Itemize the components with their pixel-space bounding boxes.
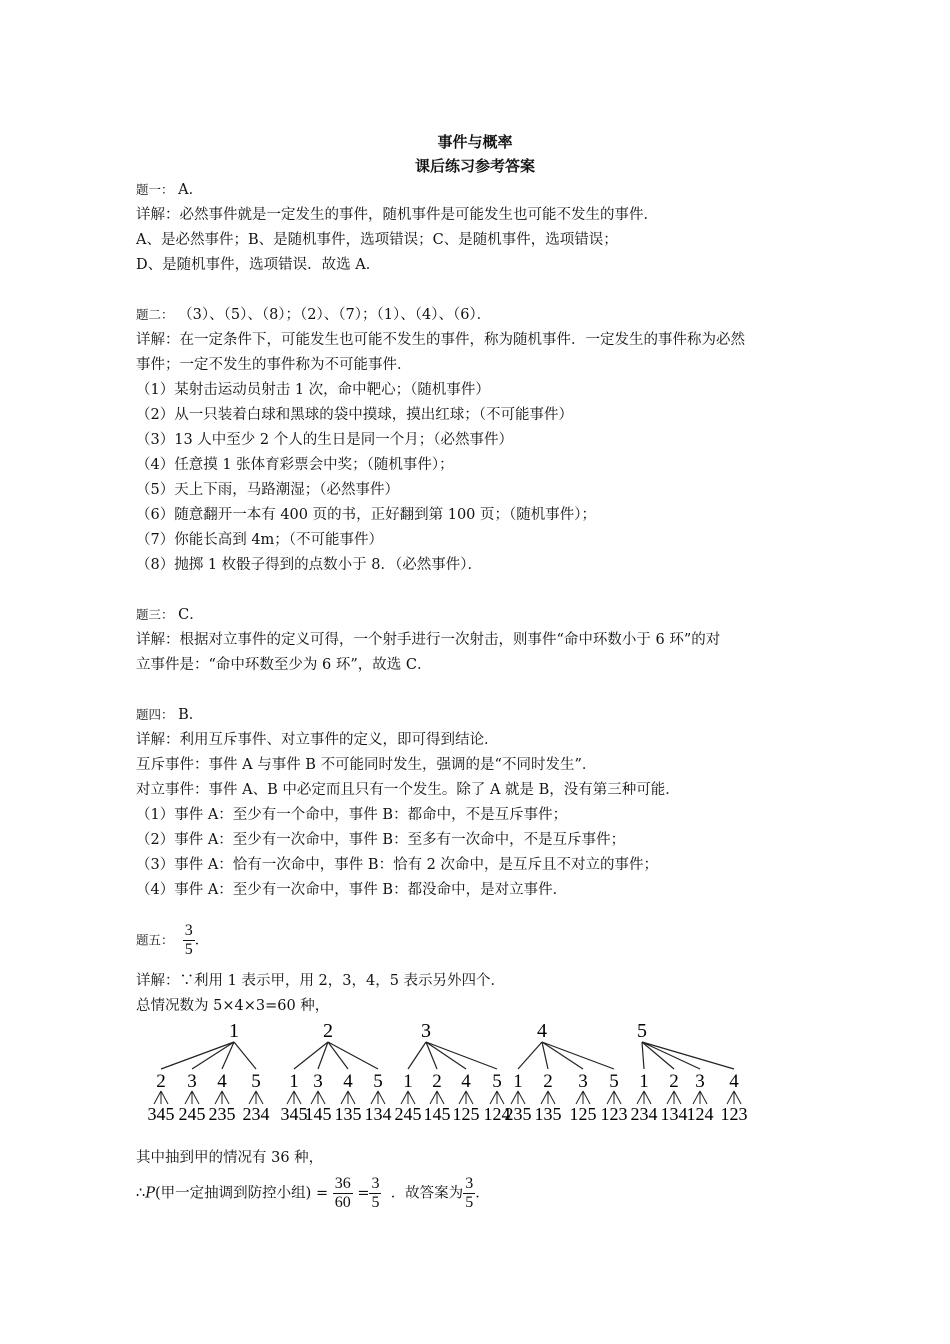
tree-root-node: 2 [323,1020,333,1042]
q2-line: （5）天上下雨，马路潮湿；（必然事件） [136,482,399,498]
tree-leaf-branch [215,1091,222,1104]
q4-line: 详解：利用互斥事件、对立事件的定义，即可得到结论． [136,732,499,748]
q1-label: 题一： [136,182,174,197]
final-tail: ． [475,1185,490,1202]
q4-line: 对立事件：事件 A、B 中必定而且只有一个发生。除了 A 就是 B，没有第三种可能． [136,782,680,798]
tree-child-node: 3 [695,1071,705,1092]
tree-child-node: 2 [543,1071,553,1092]
q1-line: D、是随机事件，选项错误．故选 A． [136,257,381,273]
q4-line: （3）事件 A：恰有一次命中，事件 B：恰有 2 次命中，是互斥且不对立的事件； [136,857,659,873]
q2-line: （3）13 人中至少 2 个人的生日是同一个月；（必然事件） [136,432,513,448]
probability-symbol: P [145,1185,155,1202]
tree-child-node: 4 [217,1071,227,1092]
tree-leaf-branch [192,1091,199,1104]
q4-line: （2）事件 A：至少有一次命中，事件 B：至多有一次命中，不是互斥事件； [136,832,626,848]
q2-line: （1）某射击运动员射击 1 次，命中靶心；（随机事件） [136,382,490,398]
tree-leaf-branch [185,1091,192,1104]
tree-leaf-nodes: 145 [423,1104,451,1124]
tree-branch [542,1042,614,1069]
tree-leaf-branch [583,1091,590,1104]
tree-child-node: 5 [609,1071,619,1092]
fraction-3-5: $\frac{3}{5}$ [371,1175,380,1211]
tree-leaf-nodes: 125 [452,1104,480,1124]
tree-leaf-nodes: 245 [394,1104,422,1124]
q4-line: 互斥事件：事件 A 与事件 B 不可能同时发生，强调的是“不同时发生”． [136,757,597,773]
q1-line: 详解：必然事件就是一定发生的事件，随机事件是可能发生也可能不发生的事件． [136,207,658,223]
tree-branch [642,1042,644,1069]
fraction-36-60: $\frac{36}{60}$ [334,1175,351,1211]
tree-branch [328,1042,348,1069]
q3-line: 详解：根据对立事件的定义可得，一个射手进行一次射击，则事件“命中环数小于 6 环”的对 [136,632,721,648]
tree-child-node: 2 [669,1071,679,1092]
tree-leaf-branch [693,1091,700,1104]
tree-leaf-branch [518,1091,525,1104]
tree-leaf-branch [459,1091,466,1104]
tree-leaf-branch [674,1091,681,1104]
q2-line: 详解：在一定条件下，可能发生也可能不发生的事件，称为随机事件．一定发生的事件称为必然 [136,332,745,348]
document-title: 事件与概率 [437,133,513,151]
tree-root-node: 5 [637,1020,647,1042]
tree-branch [642,1042,734,1069]
tree-leaf-nodes: 135 [534,1104,562,1124]
tree-branch [642,1042,700,1069]
tree-leaf-nodes: 345 [280,1104,308,1124]
tree-leaf-branch [249,1091,256,1104]
tree-child-node: 5 [251,1071,261,1092]
tree-leaf-branch [497,1091,504,1104]
tree-leaf-branch [154,1091,161,1104]
tree-leaf-branch [511,1091,518,1104]
tree-leaf-branch [294,1091,301,1104]
q1-line: A、是必然事件；B、是随机事件，选项错误；C、是随机事件，选项错误； [136,232,618,248]
conclusion-text: ．故答案为 [390,1185,464,1202]
q4-heading [136,705,203,725]
tree-branch [234,1042,256,1069]
tree-leaf-branch [430,1091,437,1104]
tree-leaf-branch [371,1091,378,1104]
tree-leaf-nodes: 134 [660,1104,688,1124]
tree-leaf-nodes: 235 [504,1104,532,1124]
q3-line: 立事件是：“命中环数至少为 6 环”，故选 C． [136,657,432,673]
tree-branch [642,1042,674,1069]
tree-branch [518,1042,542,1069]
tree-child-node: 5 [492,1071,502,1092]
tree-child-node: 3 [187,1071,197,1092]
tree-root-node: 3 [421,1020,431,1042]
q2-line: 事件；一定不发生的事件称为不可能事件． [136,357,412,373]
q3-label: 题三： [136,607,174,622]
q1-answer: A． [178,182,204,198]
q3-heading [136,605,204,625]
tree-leaf-branch [644,1091,651,1104]
equals-sign: = [315,1185,329,1202]
q1-heading [136,180,203,200]
q2-answer: （3）、（5）、（8）；（2）、（7）；（1）、（4）、（6）． [178,307,492,323]
tree-leaf-branch [222,1091,229,1104]
q2-heading [136,305,491,325]
tree-leaf-nodes: 123 [720,1104,748,1124]
tree-leaf-nodes: 125 [569,1104,597,1124]
tree-child-node: 2 [156,1071,166,1092]
tree-root-node: 1 [229,1020,239,1042]
equals-sign: = [357,1185,370,1202]
q5-heading [136,922,209,959]
tree-leaf-nodes: 234 [630,1104,658,1124]
tree-leaf-branch [607,1091,614,1104]
q5-label: 题五： [136,932,174,948]
document-subtitle: 课后练习参考答案 [414,157,535,175]
q4-line: （4）事件 A：至少有一次命中，事件 B：都没命中，是对立事件． [136,882,568,898]
tree-child-node: 1 [289,1071,299,1092]
tree-child-node: 1 [639,1071,649,1092]
tree-leaf-branch [378,1091,385,1104]
q4-answer: B． [178,707,204,723]
tree-leaf-branch [256,1091,263,1104]
q5-line: 详解：∵利用 1 表示甲，用 2，3，4，5 表示另外四个． [136,973,506,989]
q2-label: 题二： [136,307,174,322]
tree-leaf-branch [348,1091,355,1104]
tree-leaf-nodes: 245 [178,1104,206,1124]
tree-diagram [0,1015,950,1135]
tree-leaf-branch [734,1091,741,1104]
tree-leaf-nodes: 135 [334,1104,362,1124]
tree-child-node: 1 [513,1071,523,1092]
tree-branch [408,1042,426,1069]
tree-leaf-branch [287,1091,294,1104]
tree-leaf-branch [318,1091,325,1104]
tree-leaf-nodes: 145 [304,1104,332,1124]
tree-leaf-nodes: 123 [600,1104,628,1124]
tree-child-node: 5 [373,1071,383,1092]
tree-leaf-branch [161,1091,168,1104]
q2-line: （2）从一只装着白球和黑球的袋中摸球，摸出红球；（不可能事件） [136,407,573,423]
q5-answer-fraction: $\frac{3}{5}$ [184,922,193,958]
tree-child-node: 3 [578,1071,588,1092]
tree-leaf-branch [614,1091,621,1104]
tree-child-node: 3 [313,1071,323,1092]
tree-child-node: 4 [729,1071,739,1092]
tree-leaf-nodes: 124 [686,1104,714,1124]
tree-leaf-nodes: 235 [208,1104,236,1124]
tree-leaf-branch [637,1091,644,1104]
tree-leaf-branch [490,1091,497,1104]
tree-leaf-nodes: 345 [147,1104,175,1124]
tree-leaf-branch [401,1091,408,1104]
tree-child-node: 4 [461,1071,471,1092]
therefore-symbol: ∴ [136,1185,146,1202]
tree-leaf-nodes: 124 [483,1104,511,1124]
tree-leaf-branch [667,1091,674,1104]
tree-leaf-branch [466,1091,473,1104]
tree-leaf-branch [548,1091,555,1104]
tree-leaf-branch [576,1091,583,1104]
tree-branch [328,1042,378,1069]
tree-leaf-branch [727,1091,734,1104]
tree-child-node: 1 [403,1071,413,1092]
tree-leaf-branch [311,1091,318,1104]
tree-child-node: 2 [432,1071,442,1092]
tree-child-node: 4 [343,1071,353,1092]
tree-leaf-nodes: 234 [242,1104,270,1124]
q2-line: （7）你能长高到 4m；（不可能事件） [136,532,384,548]
q5-line: 总情况数为 5×4×3=60 种， [136,998,330,1014]
q4-label: 题四： [136,707,174,722]
tree-leaf-branch [541,1091,548,1104]
q2-line: （6）随意翻开一本有 400 页的书，正好翻到第 100 页；（随机事件）； [136,507,597,523]
q2-line: （4）任意摸 1 张体育彩票会中奖；（随机事件）； [136,457,454,473]
tree-leaf-branch [437,1091,444,1104]
q2-line: （8）抛掷 1 枚骰子得到的点数小于 8．（必然事件）． [136,557,483,573]
q5-answer-tail: ． [194,932,210,949]
q5-probability-line [136,1175,490,1212]
tree-leaf-branch [341,1091,348,1104]
final-answer-fraction: $\frac{3}{5}$ [465,1175,474,1211]
q3-answer: C． [178,607,204,623]
probability-event: (甲一定抽调到防控小组) [155,1185,312,1202]
tree-leaf-branch [408,1091,415,1104]
tree-root-node: 4 [537,1020,547,1042]
tree-branch [426,1042,497,1069]
q5-count-line: 其中抽到甲的情况有 36 种， [136,1150,324,1166]
tree-leaf-nodes: 134 [364,1104,392,1124]
q4-line: （1）事件 A：至少有一个命中，事件 B：都命中，不是互斥事件； [136,807,568,823]
tree-leaf-branch [700,1091,707,1104]
